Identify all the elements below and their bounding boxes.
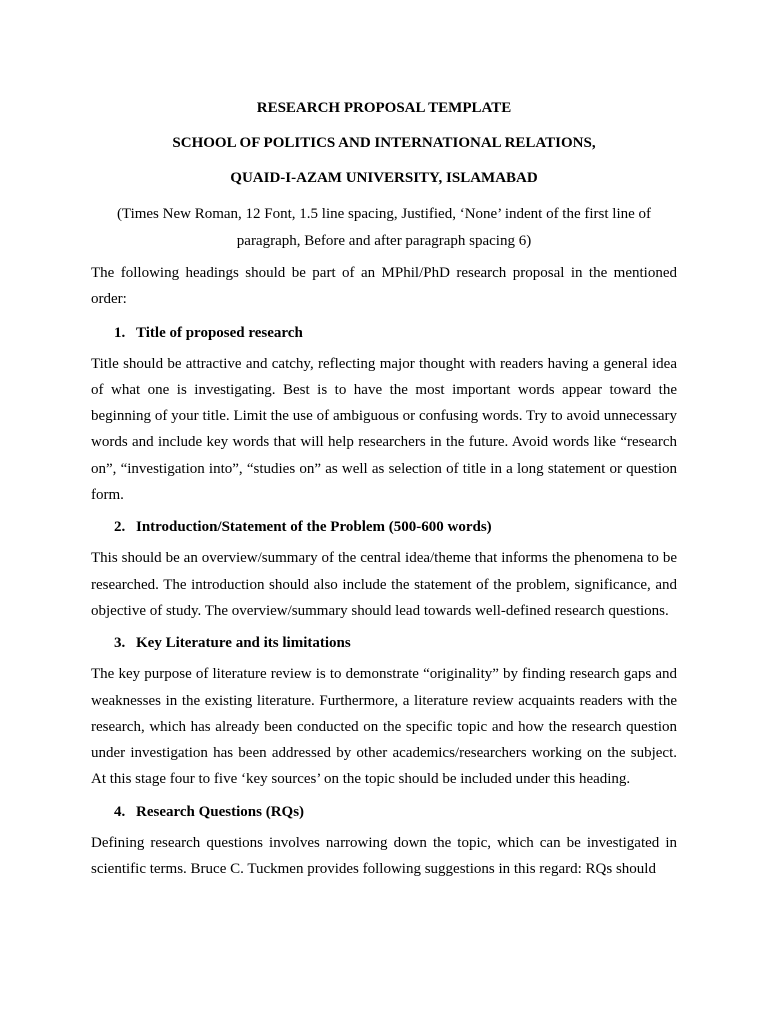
section-body-literature: The key purpose of literature review is to demonstrate “originality” by finding research gaps and weaknesses in the existing literature. Furthermore, a literature review acquaints readers with the research, which has already been conducted on the specific topic and how the research question under investigation has been addressed by other academics/researchers working on the subject. At this stage four to five ‘key sources’ on the topic should be included under this heading. (91, 666, 677, 788)
section-body-title: Title should be attractive and catchy, reflecting major thought with readers having a general idea of what one is investigating. Best is to have the most important words appear toward the beginning of your title. Limit the use of ambiguous or confusing words. Try to avoid unnecessary words and include key words that will help researchers in the future. Avoid words like “research on”, “investigation into”, “studies on” as well as selection of title in a long statement or question form. (91, 355, 677, 504)
section-heading-text: Research Questions (RQs) (136, 803, 305, 820)
section-heading-title (91, 323, 677, 343)
section-number: 1. (114, 324, 126, 341)
format-note: (Times New Roman, 12 Font, 1.5 line spacing, Justified, ‘None’ indent of the first line of paragraph, Before and after paragraph spacing 6) (116, 206, 652, 249)
school-name: SCHOOL OF POLITICS AND INTERNATIONAL RELATIONS, (172, 135, 596, 151)
document-title: RESEARCH PROPOSAL TEMPLATE (256, 100, 512, 116)
university-name: QUAID-I-AZAM UNIVERSITY, ISLAMABAD (230, 170, 538, 186)
section-heading-introduction (91, 517, 677, 537)
section-body-introduction: This should be an overview/summary of the central idea/theme that informs the phenomena to be researched. The introduction should also include the statement of the problem, significance, and objective of study. The overview/summary should lead towards well-defined research questions. (91, 550, 677, 619)
document-page (91, 98, 677, 882)
section-body-research-questions: Defining research questions involves narrowing down the topic, which can be investigated in scientific terms. Bruce C. Tuckmen provides following suggestions in this regard: RQs should (91, 834, 677, 878)
section-heading-research-questions (91, 802, 677, 822)
section-heading-literature (91, 633, 677, 653)
section-heading-text: Key Literature and its limitations (136, 635, 351, 652)
section-heading-text: Title of proposed research (136, 324, 303, 341)
section-number: 4. (114, 803, 126, 820)
section-number: 3. (114, 635, 126, 652)
section-heading-text: Introduction/Statement of the Problem (500-600 words) (136, 519, 492, 536)
section-number: 2. (114, 519, 126, 536)
intro-paragraph: The following headings should be part of an MPhil/PhD research proposal in the mentioned order: (91, 265, 677, 308)
